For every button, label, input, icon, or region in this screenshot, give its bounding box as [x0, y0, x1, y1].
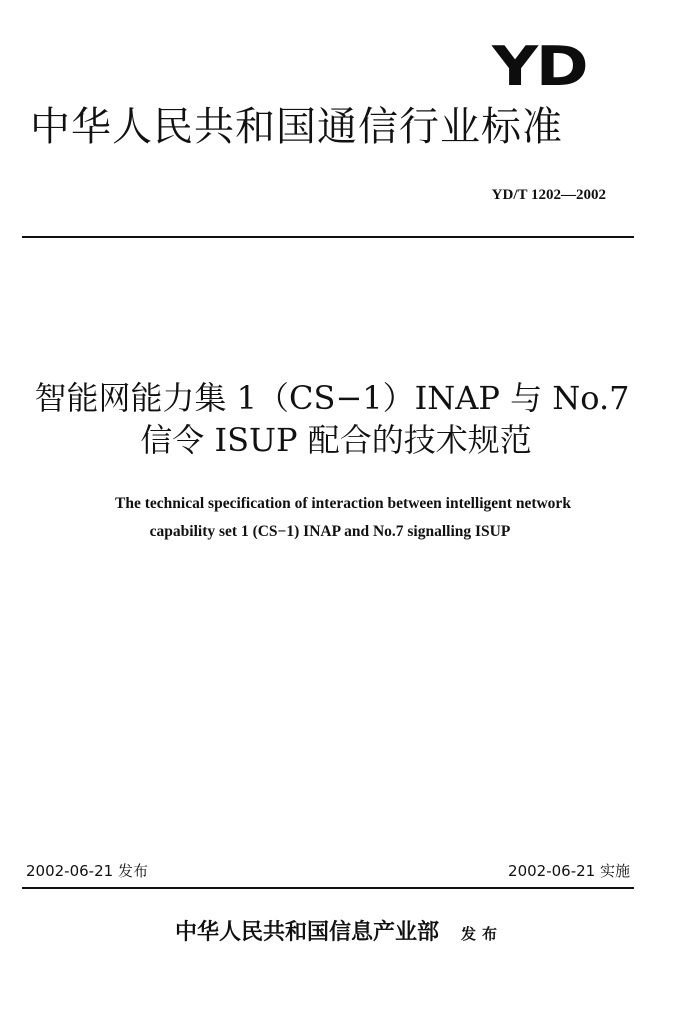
- publisher-line: [0, 918, 692, 948]
- top-divider: [22, 236, 634, 238]
- issue-date: 2002-06-21 发布: [26, 862, 148, 880]
- standard-code: YD/T 1202—2002: [491, 187, 606, 203]
- english-title-line-1: The technical specification of interaction between intelligent network: [115, 495, 571, 512]
- yd-logo: YD: [492, 35, 587, 98]
- document-title-line-2: 信令 ISUP 配合的技术规范: [140, 421, 532, 459]
- document-title-line-1: 智能网能力集 1（CS−1）INAP 与 No.7: [34, 379, 630, 417]
- standard-category-title: 中华人民共和国通信行业标准: [30, 104, 563, 150]
- publisher-action: 发布: [461, 925, 504, 943]
- bottom-divider: [22, 887, 634, 889]
- implementation-date: 2002-06-21 实施: [508, 862, 630, 880]
- publisher-name: 中华人民共和国信息产业部: [174, 919, 439, 945]
- english-title-line-2: capability set 1 (CS−1) INAP and No.7 signalling ISUP: [149, 523, 511, 540]
